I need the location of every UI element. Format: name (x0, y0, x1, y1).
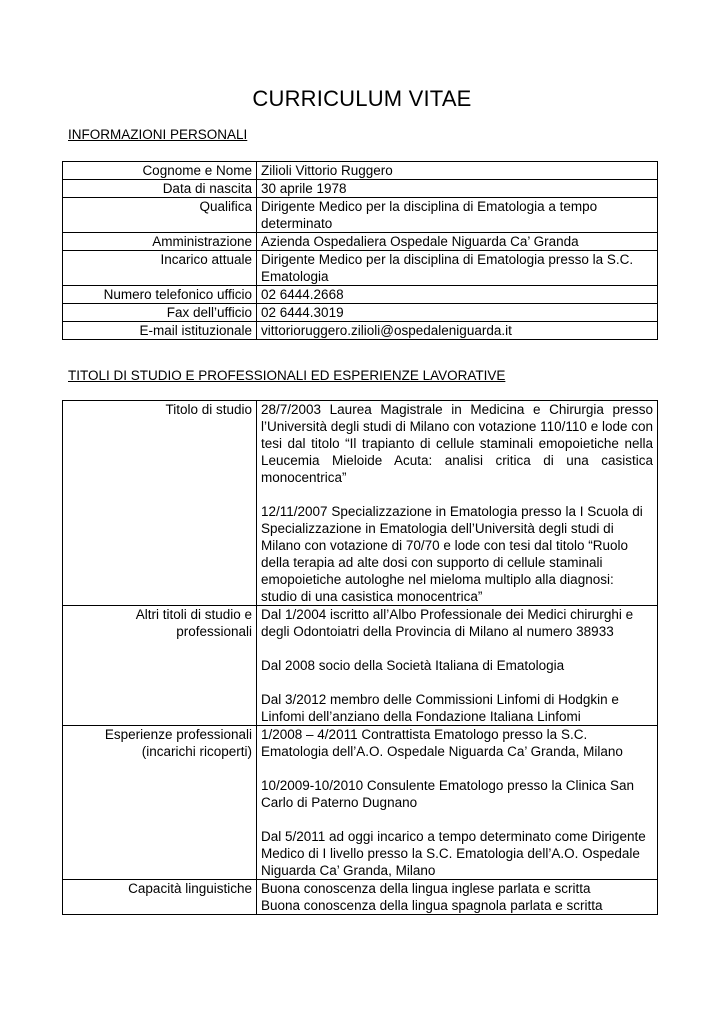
language-line: Buona conoscenza della lingua spagnola parlata e scritta (261, 898, 603, 913)
paragraph: Dal 1/2004 iscritto all’Albo Professionale dei Medici chirurghi e degli Odontoiatri della Provincia di Milano al numero 38933 (261, 607, 634, 639)
row-label: E-mail istituzionale (63, 322, 257, 340)
table-row (63, 606, 658, 726)
row-value: 02 6444.3019 (257, 304, 658, 322)
paragraph: 28/7/2003 Laurea Magistrale in Medicina e Chirurgia presso l’Università degli studi di Milano con votazione 110/110 e lode con tesi dal titolo “Il trapianto di cellule staminali emopoietiche nella Leucemia Mieloide Acuta: analisi critica di una casistica monocentrica” (261, 402, 653, 485)
section-heading-studies: TITOLI DI STUDIO E PROFESSIONALI ED ESPERIENZE LAVORATIVE (68, 368, 506, 383)
table-row (63, 286, 658, 304)
row-value (257, 726, 658, 880)
document-title: CURRICULUM VITAE (252, 86, 472, 111)
paragraph: 12/11/2007 Specializzazione in Ematologia presso la I Scuola di Specializzazione in Ematologia dell’Università degli studi di Milano con votazione di 70/70 e lode con tesi dal titolo “Ruolo della terapia ad alte dosi con supporto di cellule staminali emopoietiche autologhe nel mieloma multiplo alla diagnosi: studio di una casistica monocentrica” (261, 504, 643, 604)
paragraph: Dal 5/2011 ad oggi incarico a tempo determinato come Dirigente Medico di I livello presso la S.C. Ematologia dell’A.O. Ospedale Niguarda Ca’ Granda, Milano (261, 829, 646, 878)
row-value (257, 606, 658, 726)
row-label-line: Esperienze professionali (104, 727, 252, 742)
table-row (63, 251, 658, 286)
table-row (63, 233, 658, 251)
row-value (257, 880, 658, 915)
table-row (63, 880, 658, 915)
section-heading-personal: INFORMAZIONI PERSONALI (68, 127, 248, 142)
row-value: Dirigente Medico per la disciplina di Ematologia presso la S.C. Ematologia (257, 251, 658, 286)
row-label: Qualifica (63, 198, 257, 233)
row-label: Capacità linguistiche (63, 880, 257, 915)
row-value: Azienda Ospedaliera Ospedale Niguarda Ca’ Granda (257, 233, 658, 251)
row-label: Amministrazione (63, 233, 257, 251)
row-value (257, 401, 658, 606)
row-label (63, 726, 257, 880)
table-row (63, 726, 658, 880)
row-value: 30 aprile 1978 (257, 180, 658, 198)
table-row (63, 304, 658, 322)
language-line: Buona conoscenza della lingua inglese parlata e scritta (261, 881, 591, 896)
studies-experience-table (62, 400, 658, 915)
table-row (63, 180, 658, 198)
row-label (63, 606, 257, 726)
paragraph: 1/2008 – 4/2011 Contrattista Ematologo presso la S.C. Ematologia dell’A.O. Ospedale Niguarda Ca’ Granda, Milano (261, 727, 623, 759)
row-label: Titolo di studio (63, 401, 257, 606)
email-link[interactable]: vittorioruggero.zilioli@ospedaleniguarda.it (257, 322, 658, 340)
paragraph: Dal 3/2012 membro delle Commissioni Linfomi di Hodgkin e Linfomi dell’anziano della Fondazione Italiana Linfomi (261, 692, 619, 724)
row-label: Fax dell’ufficio (63, 304, 257, 322)
row-value: Dirigente Medico per la disciplina di Ematologia a tempo determinato (257, 198, 658, 233)
table-row (63, 198, 658, 233)
row-label: Data di nascita (63, 180, 257, 198)
row-label: Cognome e Nome (63, 162, 257, 180)
row-label-line: professionali (176, 624, 252, 639)
row-label: Incarico attuale (63, 251, 257, 286)
table-row (63, 401, 658, 606)
row-label: Numero telefonico ufficio (63, 286, 257, 304)
row-value: Zilioli Vittorio Ruggero (257, 162, 658, 180)
personal-info-table (62, 161, 658, 340)
paragraph: Dal 2008 socio della Società Italiana di Ematologia (261, 658, 565, 673)
row-label-line: Altri titoli di studio e (135, 607, 252, 622)
table-row (63, 322, 658, 340)
paragraph: 10/2009-10/2010 Consulente Ematologo presso la Clinica San Carlo di Paterno Dugnano (261, 778, 634, 810)
table-row (63, 162, 658, 180)
row-value: 02 6444.2668 (257, 286, 658, 304)
row-label-line: (incarichi ricoperti) (141, 744, 252, 759)
